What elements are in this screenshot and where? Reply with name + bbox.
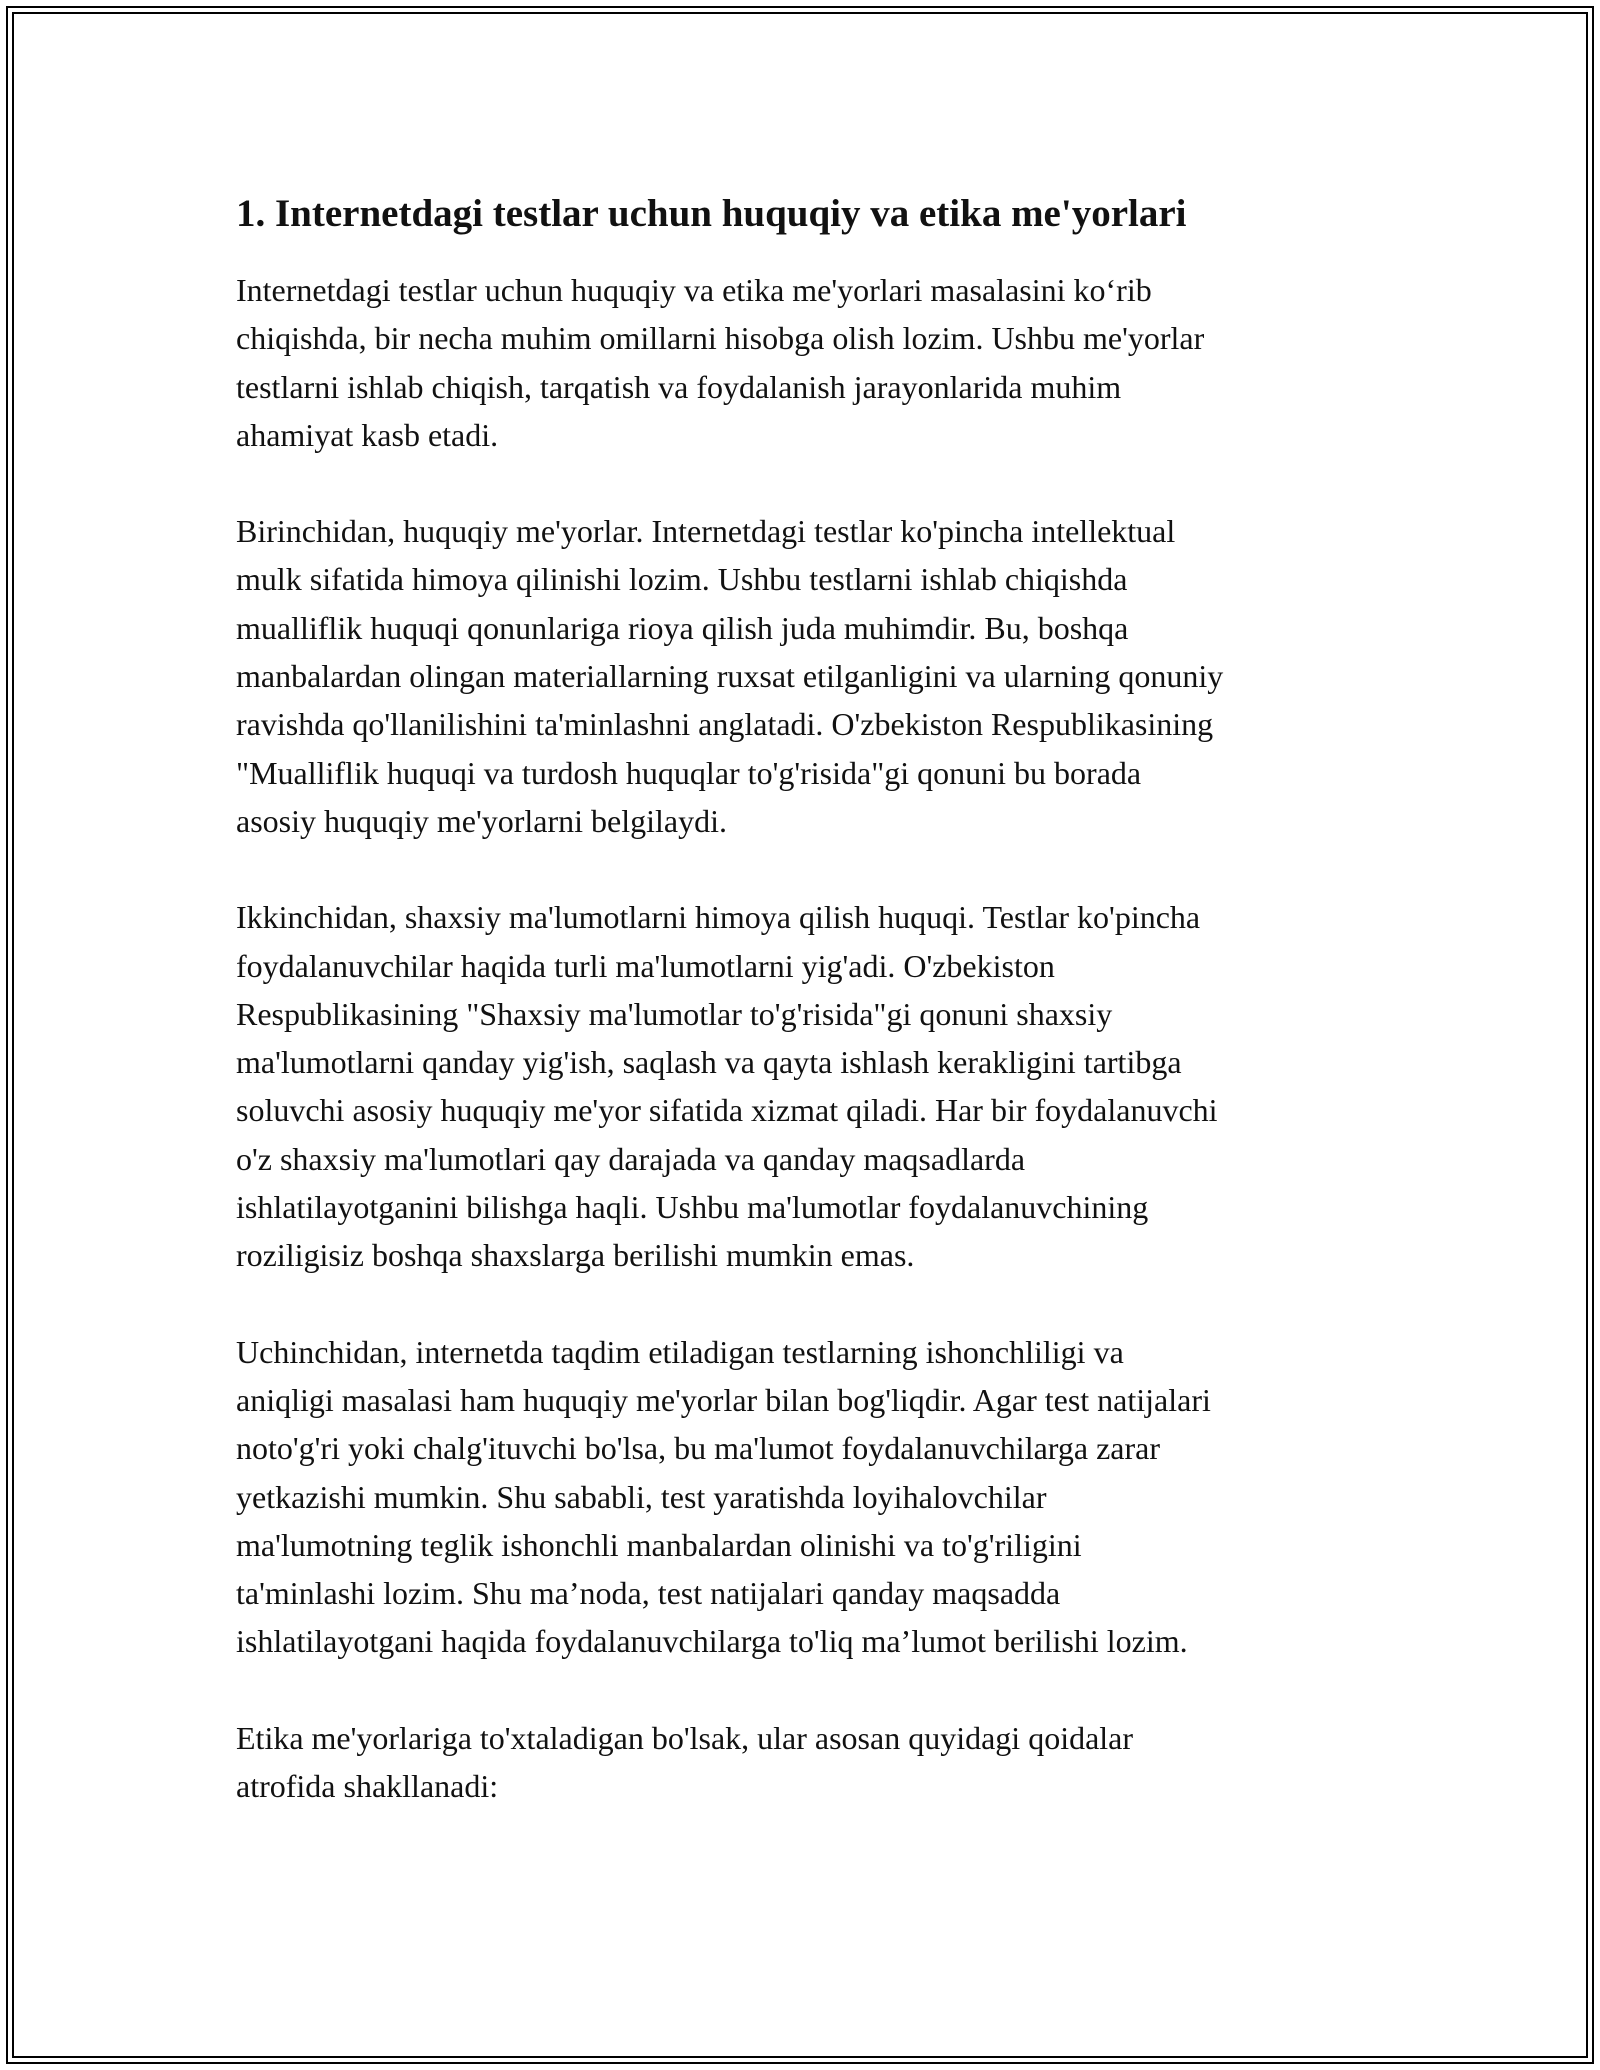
paragraph-line: Ikkinchidan, shaxsiy ma'lumotlarni himoya qilish huquqi. Testlar ko'pincha [236,899,1201,936]
paragraph-line: ishlatilayotgani haqida foydalanuvchilarga to'liq ma’lumot berilishi lozim. [236,1623,1188,1660]
section-title: 1. Internetdagi testlar uchun huquqiy va etika me'yorlari [236,192,1187,235]
paragraph-line: Internetdagi testlar uchun huquqiy va etika me'yorlari masalasini ko‘rib [236,272,1152,308]
paragraph-line: soluvchi asosiy huquqiy me'yor sifatida xizmat qiladi. Har bir foydalanuvchi [236,1092,1218,1129]
paragraph-line: Etika me'yorlariga to'xtaladigan bo'lsak, ular asosan quyidagi qoidalar [236,1719,1134,1756]
paragraph-line: yetkazishi mumkin. Shu sababli, test yaratishda loyihalovchilar [236,1478,1047,1515]
paragraph-line: atrofida shakllanadi: [236,1768,499,1805]
paragraph-line: "Mualliflik huquqi va turdosh huquqlar to'g'risida"gi qonuni bu borada [236,754,1142,791]
paragraph-line: ravishda qo'llanilishini ta'minlashni anglatadi. O'zbekiston Respublikasining [236,706,1214,743]
paragraph-line: asosiy huquqiy me'yorlarni belgilaydi. [236,802,728,839]
paragraph-line: foydalanuvchilar haqida turli ma'lumotlarni yig'adi. O'zbekiston [236,947,1055,984]
paragraph-line: ishlatilayotganini bilishga haqli. Ushbu ma'lumotlar foydalanuvchining [236,1189,1149,1226]
paragraph-line: testlarni ishlab chiqish, tarqatish va foydalanish jarayonlarida muhim [236,368,1122,405]
paragraph-line: ma'lumotning teglik ishonchli manbalardan olinishi va to'g'riligini [236,1526,1082,1563]
paragraph [236,266,1386,459]
paragraph-line: ahamiyat kasb etadi. [236,416,499,453]
paragraph [236,507,1386,845]
document-body [236,266,1386,1810]
paragraph-line: ta'minlashi lozim. Shu ma’noda, test natijalari qanday maqsadda [236,1575,1061,1612]
paragraph-line: Respublikasining "Shaxsiy ma'lumotlar to'g'risida"gi qonuni shaxsiy [236,995,1113,1032]
paragraph-line: manbalardan olingan materiallarning ruxsat etilganligini va ularning qonuniy [236,658,1224,695]
paragraph-line: chiqishda, bir necha muhim omillarni hisobga olish lozim. Ushbu me'yorlar [236,320,1205,357]
document-page [236,190,1386,1810]
paragraph-line: roziligisiz boshqa shaxslarga berilishi mumkin emas. [236,1237,915,1274]
paragraph-line: mulk sifatida himoya qilinishi lozim. Ushbu testlarni ishlab chiqishda [236,561,1128,598]
paragraph-line: mualliflik huquqi qonunlariga rioya qilish juda muhimdir. Bu, boshqa [236,609,1129,646]
paragraph-line: ma'lumotlarni qanday yig'ish, saqlash va qayta ishlash kerakligini tartibga [236,1044,1182,1081]
paragraph [236,893,1386,1279]
paragraph-line: noto'g'ri yoki chalg'ituvchi bo'lsa, bu ma'lumot foydalanuvchilarga zarar [236,1430,1160,1467]
paragraph [236,1714,1386,1811]
paragraph-line: Uchinchidan, internetda taqdim etiladigan testlarning ishonchliligi va [236,1333,1124,1370]
paragraph-line: Birinchidan, huquqiy me'yorlar. Internetdagi testlar ko'pincha intellektual [236,513,1176,550]
paragraph [236,1328,1386,1666]
paragraph-line: o'z shaxsiy ma'lumotlari qay darajada va qanday maqsadlarda [236,1140,1026,1177]
paragraph-line: aniqligi masalasi ham huquqiy me'yorlar bilan bog'liqdir. Agar test natijalari [236,1381,1211,1418]
